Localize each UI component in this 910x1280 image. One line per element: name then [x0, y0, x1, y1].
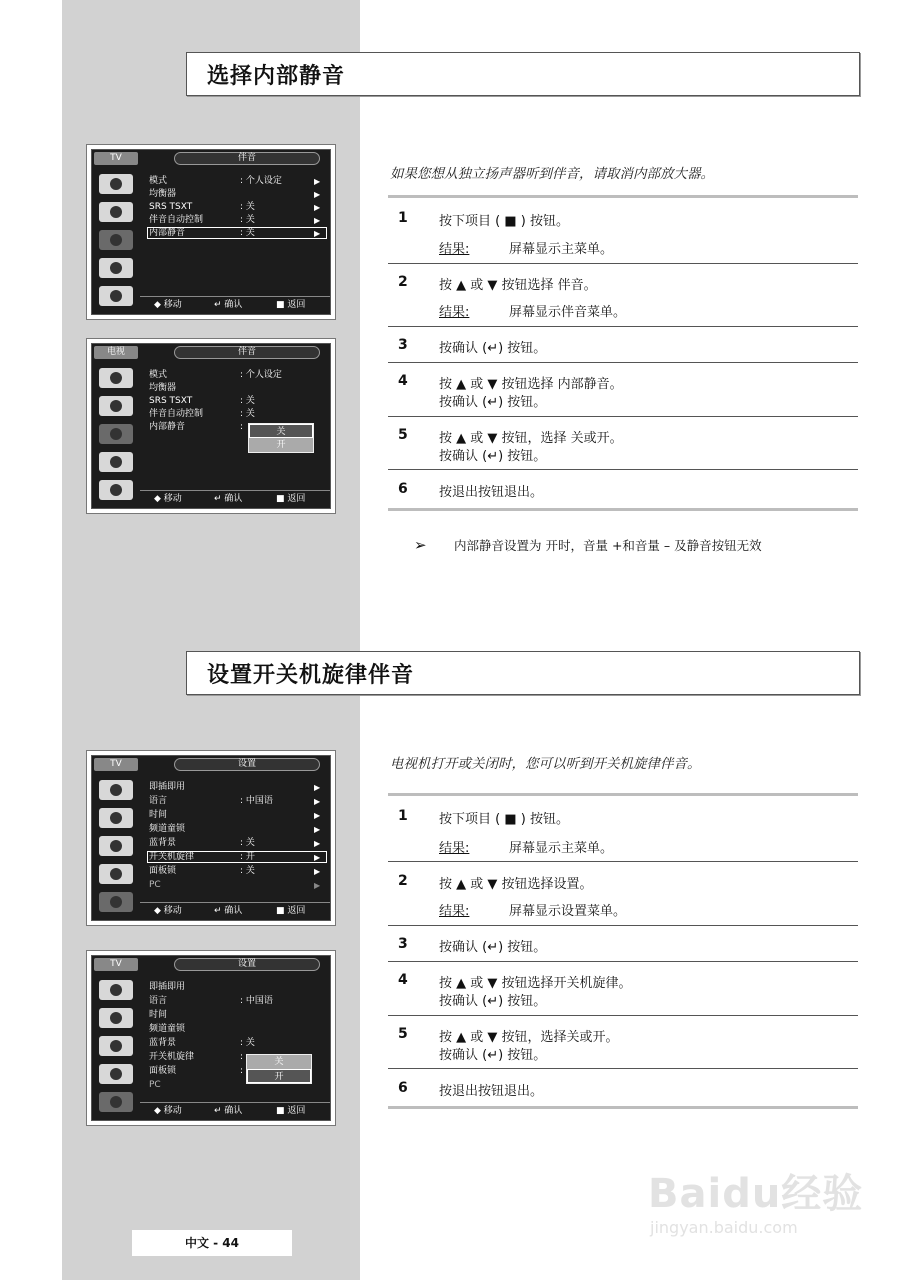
note [414, 536, 762, 554]
osd-item: 伴音自动控制 [149, 215, 204, 225]
osd-tab: TV [94, 152, 138, 165]
osd-item: 内部静音 [149, 228, 186, 238]
channel-icon [99, 808, 133, 828]
setup-icon [99, 864, 133, 884]
step-text: 按下项目 ( ■ ) 按钮。 [439, 812, 569, 827]
osd-value: : [240, 422, 244, 432]
step-text: 按确认 (↵) 按钮。 [439, 395, 547, 410]
step-item [388, 1016, 858, 1069]
step-text: 按 ▲ 或 ▼ 按钮选择 伴音。 [439, 278, 597, 293]
step-number: 6 [398, 481, 408, 497]
arrow-right-icon: ▶ [314, 229, 321, 238]
result-text: 屏幕显示主菜单。 [509, 841, 614, 856]
steps-list [388, 195, 858, 511]
popup-option-on: 开 [247, 1069, 311, 1083]
osd-tab: TV [94, 758, 138, 771]
channel-icon [99, 202, 133, 222]
osd-footer-move: ◆ 移动 [154, 300, 182, 310]
step-text: 按确认 (↵) 按钮。 [439, 341, 547, 356]
section-intro: 电视机打开或关闭时，您可以听到开关机旋律伴音。 [390, 756, 701, 772]
osd-footer-enter: ↵ 确认 [214, 906, 243, 916]
step-number: 1 [398, 210, 408, 226]
step-item [388, 796, 858, 862]
osd-item: 面板锁 [149, 1066, 177, 1076]
arrow-right-icon: ▶ [314, 203, 321, 212]
arrow-right-icon: ▶ [314, 190, 321, 199]
tv-osd-setup-menu [86, 750, 336, 926]
osd-value: : 关 [240, 838, 255, 848]
step-text: 按确认 (↵) 按钮。 [439, 1048, 547, 1063]
osd-value: : 关 [240, 866, 255, 876]
arrow-right-icon: ▶ [314, 825, 321, 834]
step-text: 按 ▲ 或 ▼ 按钮，选择 关或开。 [439, 431, 623, 446]
result-label: 结果: [439, 841, 470, 856]
setup-icon [99, 452, 133, 472]
arrow-right-icon: ▶ [314, 839, 321, 848]
step-text: 按退出按钮退出。 [439, 485, 544, 500]
osd-footer [140, 490, 330, 506]
osd-header: 设置 [174, 758, 320, 771]
osd-icon-column [94, 168, 138, 314]
osd-value: : 个人设定 [240, 370, 282, 380]
channel-icon [99, 1008, 133, 1028]
section-title-text: 设置开关机旋律伴音 [207, 663, 415, 688]
osd-item: 即插即用 [149, 782, 186, 792]
step-number: 4 [398, 972, 408, 988]
step-text: 按 ▲ 或 ▼ 按钮选择开关机旋律。 [439, 976, 632, 991]
input-icon [99, 1092, 133, 1112]
result-label: 结果: [439, 904, 470, 919]
step-item [388, 1069, 858, 1109]
osd-footer-enter: ↵ 确认 [214, 494, 243, 504]
step-number: 1 [398, 808, 408, 824]
osd-value: : 关 [240, 215, 255, 225]
setup-icon [99, 258, 133, 278]
step-item [388, 327, 858, 363]
result-label: 结果: [439, 305, 470, 320]
osd-item: 即插即用 [149, 982, 186, 992]
osd-popup [246, 1054, 312, 1084]
osd-value: : 中国语 [240, 796, 273, 806]
result-label: 结果: [439, 242, 470, 257]
section-intro: 如果您想从独立扬声器听到伴音，请取消内部放大器。 [390, 166, 714, 182]
arrow-right-icon: ▶ [314, 881, 321, 890]
step-number: 2 [398, 873, 408, 889]
setup-icon [99, 1064, 133, 1084]
osd-value: : 关 [240, 228, 255, 238]
step-number: 5 [398, 427, 408, 443]
arrow-right-icon: ▶ [314, 853, 321, 862]
sound-icon [99, 424, 133, 444]
section-title-text: 选择内部静音 [207, 64, 346, 89]
page-number: 中文 - 44 [132, 1230, 292, 1256]
step-number: 4 [398, 373, 408, 389]
step-number: 5 [398, 1026, 408, 1042]
osd-value: : 开 [240, 852, 255, 862]
osd-header: 设置 [174, 958, 320, 971]
osd-item: PC [149, 1080, 161, 1090]
step-text: 按 ▲ 或 ▼ 按钮选择 内部静音。 [439, 377, 623, 392]
baidu-watermark [648, 1150, 888, 1250]
step-text: 按下项目 ( ■ ) 按钮。 [439, 214, 569, 229]
picture-icon [99, 174, 133, 194]
arrow-right-icon: ▶ [314, 867, 321, 876]
sound-icon [99, 1036, 133, 1056]
osd-item: 均衡器 [149, 189, 177, 199]
step-number: 2 [398, 274, 408, 290]
tv-osd-internal-mute-popup [86, 338, 336, 514]
osd-item: 均衡器 [149, 383, 177, 393]
step-text: 按 ▲ 或 ▼ 按钮选择设置。 [439, 877, 593, 892]
osd-item: 语言 [149, 996, 168, 1006]
osd-item: 内部静音 [149, 422, 186, 432]
osd-footer-enter: ↵ 确认 [214, 300, 243, 310]
picture-icon [99, 980, 133, 1000]
osd-icon-column [94, 974, 138, 1120]
osd-item: SRS TSXT [149, 202, 193, 212]
osd-header: 伴音 [174, 152, 320, 165]
result-text: 屏幕显示主菜单。 [509, 242, 614, 257]
osd-value: : 个人设定 [240, 176, 282, 186]
osd-item: 面板锁 [149, 866, 177, 876]
step-text: 按确认 (↵) 按钮。 [439, 449, 547, 464]
osd-tab: TV [94, 958, 138, 971]
step-item [388, 862, 858, 926]
result-text: 屏幕显示伴音菜单。 [509, 305, 627, 320]
picture-icon [99, 368, 133, 388]
result-text: 屏幕显示设置菜单。 [509, 904, 627, 919]
popup-option-off: 关 [274, 1057, 284, 1067]
section-title-internal-mute [186, 52, 860, 96]
osd-popup [248, 423, 314, 453]
osd-footer [140, 296, 330, 312]
osd-item: 开关机旋律 [149, 1052, 195, 1062]
channel-icon [99, 396, 133, 416]
input-icon [99, 892, 133, 912]
arrow-right-icon: ▶ [314, 216, 321, 225]
osd-footer-enter: ↵ 确认 [214, 1106, 243, 1116]
osd-item: 频道童锁 [149, 824, 186, 834]
osd-footer-move: ◆ 移动 [154, 1106, 182, 1116]
osd-item: 时间 [149, 1010, 168, 1020]
osd-footer-return: ■ 返回 [276, 494, 306, 504]
osd-footer-move: ◆ 移动 [154, 906, 182, 916]
osd-icon-column [94, 774, 138, 920]
note-text: 内部静音设置为 开时，音量 +和音量 – 及静音按钮无效 [454, 538, 762, 553]
osd-value: : [240, 1066, 244, 1076]
input-icon [99, 286, 133, 306]
arrow-right-icon: ▶ [314, 783, 321, 792]
osd-item: 模式 [149, 176, 168, 186]
osd-footer-return: ■ 返回 [276, 300, 306, 310]
osd-footer-move: ◆ 移动 [154, 494, 182, 504]
osd-header: 伴音 [174, 346, 320, 359]
osd-item: 语言 [149, 796, 168, 806]
osd-value: : [240, 1052, 244, 1062]
osd-item: PC [149, 880, 161, 890]
osd-value: : 中国语 [240, 996, 273, 1006]
osd-item: SRS TSXT [149, 396, 193, 406]
osd-footer-return: ■ 返回 [276, 1106, 306, 1116]
step-item [388, 962, 858, 1016]
osd-item: 蓝背景 [149, 838, 177, 848]
osd-value: : 关 [240, 396, 255, 406]
osd-footer-return: ■ 返回 [276, 906, 306, 916]
osd-item: 时间 [149, 810, 168, 820]
osd-footer [140, 1102, 330, 1118]
osd-item: 伴音自动控制 [149, 409, 204, 419]
section-title-melody [186, 651, 860, 695]
sound-icon [99, 836, 133, 856]
steps-list [388, 793, 858, 1109]
watermark-logo: Baidu经验 [648, 1171, 864, 1217]
tv-osd-melody-popup [86, 950, 336, 1126]
watermark-url: jingyan.baidu.com [650, 1218, 798, 1237]
osd-icon-column [94, 362, 138, 508]
arrow-icon: ➢ [414, 536, 427, 554]
osd-footer [140, 902, 330, 918]
popup-option-on: 开 [276, 440, 286, 450]
step-number: 6 [398, 1080, 408, 1096]
step-text: 按退出按钮退出。 [439, 1084, 544, 1099]
step-item [388, 363, 858, 417]
osd-item: 开关机旋律 [149, 852, 195, 862]
arrow-right-icon: ▶ [314, 811, 321, 820]
step-item [388, 264, 858, 327]
osd-value: : 关 [240, 202, 255, 212]
step-item [388, 470, 858, 511]
picture-icon [99, 780, 133, 800]
osd-value: : 关 [240, 409, 255, 419]
osd-tab: 电视 [94, 346, 138, 359]
step-number: 3 [398, 337, 408, 353]
step-item [388, 417, 858, 470]
step-text: 按确认 (↵) 按钮。 [439, 994, 547, 1009]
input-icon [99, 480, 133, 500]
osd-item: 蓝背景 [149, 1038, 177, 1048]
step-item [388, 198, 858, 264]
popup-option-off: 关 [249, 424, 313, 438]
arrow-right-icon: ▶ [314, 177, 321, 186]
step-item [388, 926, 858, 962]
osd-value: : 关 [240, 1038, 255, 1048]
tv-osd-sound-menu [86, 144, 336, 320]
osd-item: 模式 [149, 370, 168, 380]
osd-item: 频道童锁 [149, 1024, 186, 1034]
step-text: 按 ▲ 或 ▼ 按钮，选择关或开。 [439, 1030, 619, 1045]
sound-icon [99, 230, 133, 250]
step-number: 3 [398, 936, 408, 952]
step-text: 按确认 (↵) 按钮。 [439, 940, 547, 955]
arrow-right-icon: ▶ [314, 797, 321, 806]
